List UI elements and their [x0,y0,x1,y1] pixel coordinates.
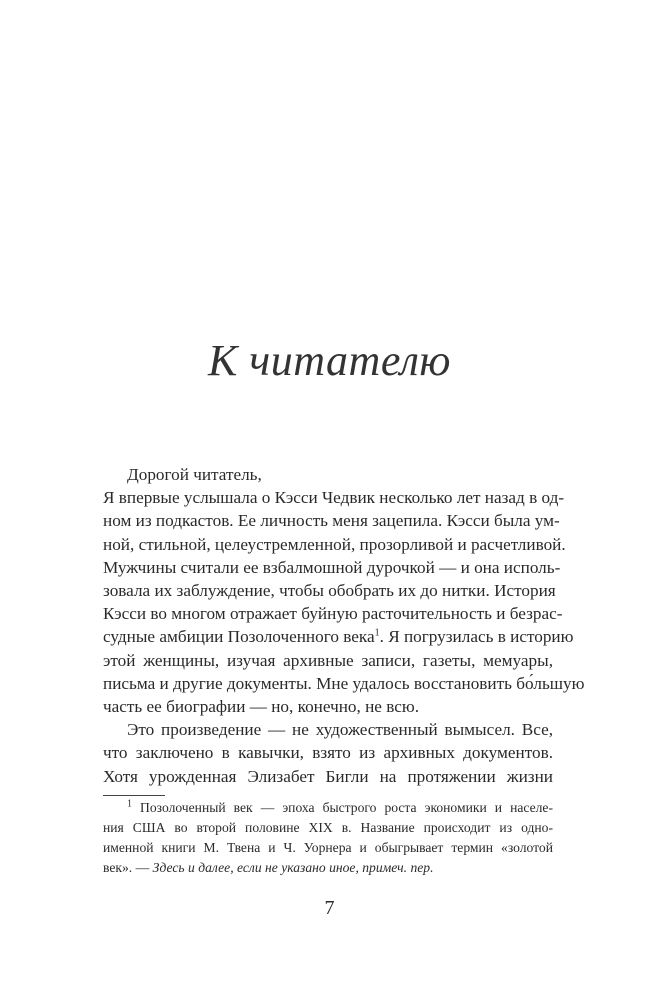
text-line: Дорогой читатель, [127,465,262,484]
text-line: Это произведение — не художественный вымысел. Все, [127,720,553,740]
text-segment: . Я погрузилась в историю [379,627,574,647]
text-segment: Позолоченный век — эпоха быстрого роста экономики и населе- [140,800,553,815]
text-line: что заключено в кавычки, взято из архивных документов. [103,743,553,763]
text-line: письма и другие документы. Мне удалось восстановить бо́льшую [103,673,585,693]
text-line: ном из подкастов. Ее личность меня зацепила. Кэсси была ум- [103,511,560,531]
footnote-ref[interactable]: 1 [374,627,380,639]
translator-note: Здесь и далее, если не указано иное, примеч. пер. [152,860,434,875]
footnote-number: 1 [127,798,132,810]
text-line: Я впервые услышала о Кэсси Чедвик несколько лет назад в од- [103,488,565,508]
text-line: Хотя урожденная Элизабет Бигли на протяжении жизни [103,766,553,786]
text-line: часть ее биографии — но, конечно, не всю. [103,697,420,717]
text-segment: судные амбиции Позолоченного века [103,627,375,647]
text-line: зовала их заблуждение, чтобы обобрать их до нитки. История [103,581,556,601]
text-line: Кэсси во многом отражает буйную расточительность и безрас- [103,604,563,624]
footnote-line [103,858,553,878]
footnote-line [103,798,553,818]
footnote-line: ния США во второй половине XIX в. Название происходит из одно- [103,820,553,835]
text-line [103,625,574,648]
chapter-title: К читателю [208,336,451,385]
page-number: 7 [324,897,335,919]
footnote [103,798,553,878]
text-line: ной, стильной, целеустремленной, прозорливой и расчетливой. [103,534,566,554]
text-line: этой женщины, изучая архивные записи, газеты, мемуары, [103,650,553,670]
footnote-line: именной книги М. Твена и Ч. Уорнера и обыгрывает термин «золотой [103,840,553,855]
text-segment: век». — [103,860,153,875]
text-line: Мужчины считали ее взбалмошной дурочкой — и она исполь- [103,557,561,577]
body-text [103,463,585,788]
footnote-divider [103,795,165,796]
